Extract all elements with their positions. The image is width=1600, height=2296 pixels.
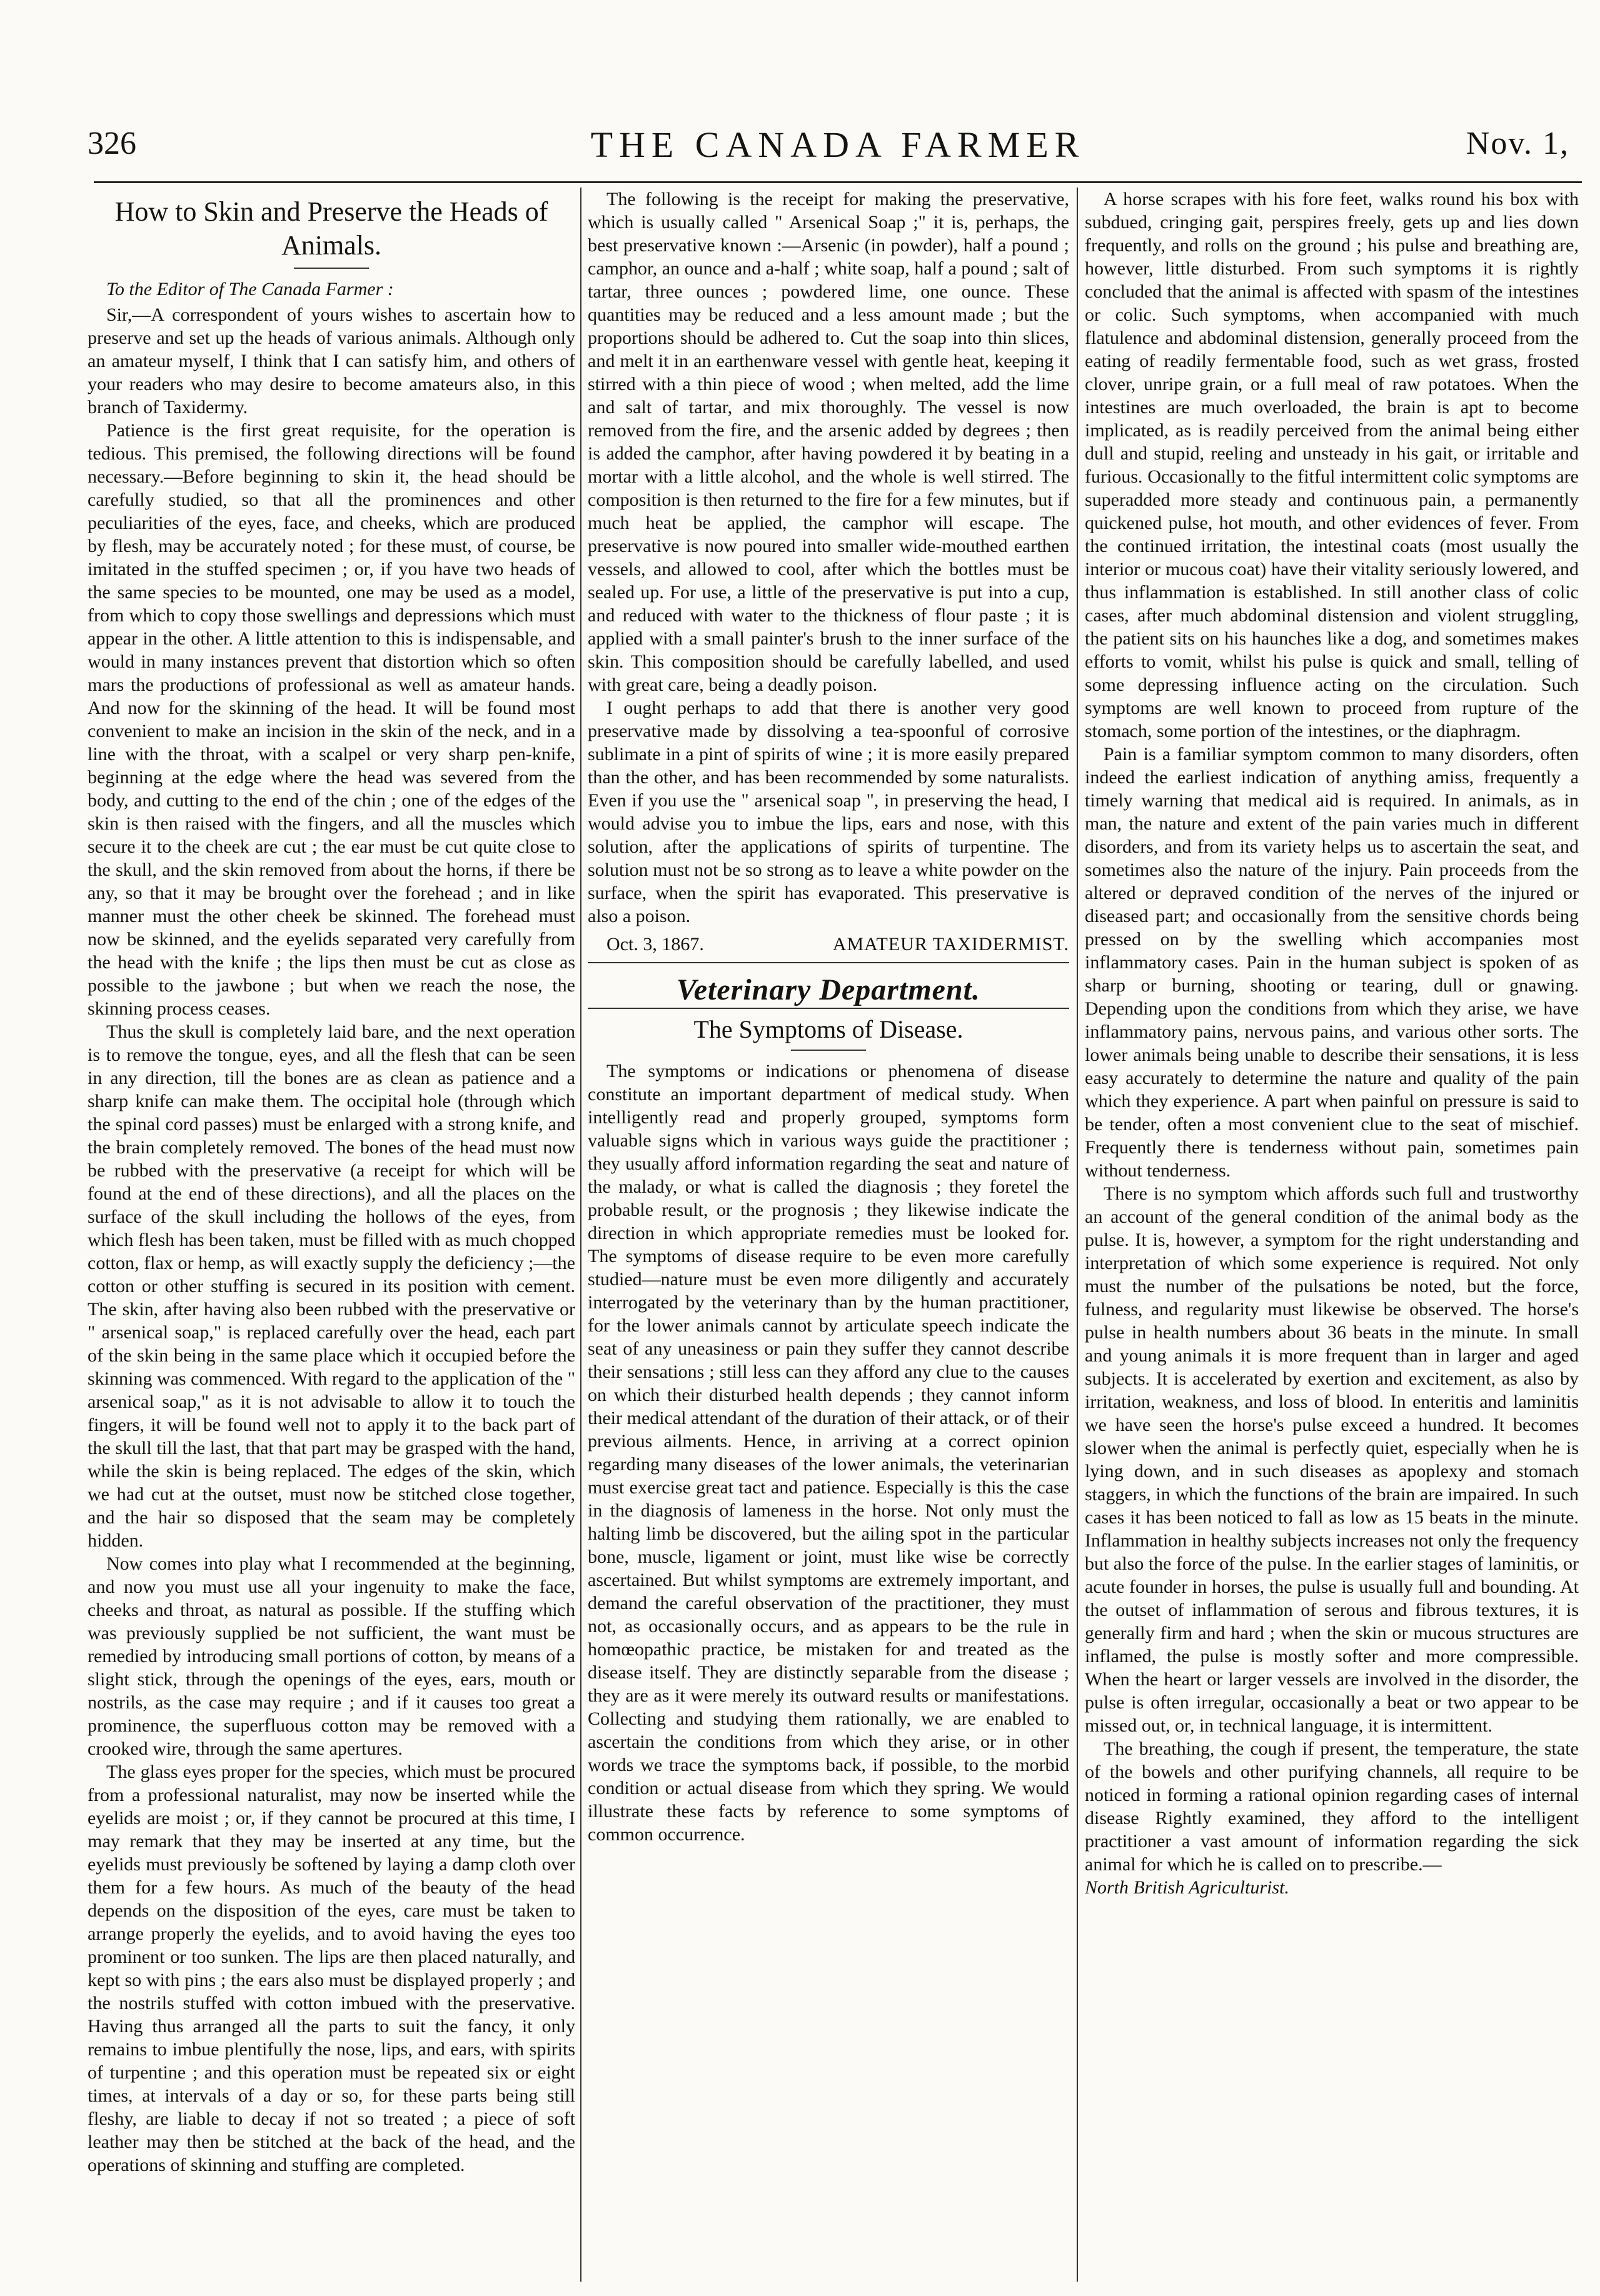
journal-title: THE CANADA FARMER [590, 124, 1085, 165]
article-title: How to Skin and Preserve the Heads of Animals. [114, 196, 548, 261]
paragraph: Pain is a familiar symptom common to many disorders, often indeed the earliest indication of anything amiss, frequently a timely warning that medical aid is required. In animals, as in man, the nature and extent of the pain varies much in different disorders, and from its variety helps us to ascertain the seat, and sometimes also the nature of the injury. Pain proceeds from the altered or depraved condition of the nerves of the injured or diseased part; and occasionally from the sensitive chords being pressed on by the swelling which accompanies most inflammatory cases. Pain in the human subject is spoken of as sharp or burning, shooting or tearing, dull or gnawing. Depending upon the conditions from which they arise, we have inflammatory pains, nervous pains, and various other sorts. The lower animals being unable to describe their sensations, it is less easy accurately to determine the nature and quality of the pain which they experience. A part when painful on pressure is said to be tender, often a most convenient clue to the seat of mischief. Frequently there is tenderness without pain, sometimes pain without tenderness. [1085, 744, 1579, 1181]
page-header [88, 119, 1588, 175]
section-title: Veterinary Department. [677, 973, 980, 1006]
paragraph: Thus the skull is completely laid bare, and the next operation is to remove the tongue, eyes, and all the flesh that can be seen in any direction, till the bones are as clean as patience and a sharp knife can make them. The occipital hole (through which the spinal cord passes) must be enlarged with a strong knife, and the brain completely removed. The bones of the head must now be rubbed with the preservative (a receipt for which will be found at the end of these directions), and all the places on the surface of the skull including the hollows of the eyes, from which flesh has been taken, must be filled with as much chopped cotton, flax or hemp, as will exactly supply the deficiency ;—the cotton or other stuffing is secured in its position with cement. The skin, after having also been rubbed with the preservative or " arsenical soap," is replaced carefully over the head, each part of the skin being in the same place which it occupied before the skinning was commenced. With regard to the application of the " arsenical soap," as it is not advisable to allow it to touch the fingers, it will be found well not to apply it to the back part of the skull till the last, that that part may be grasped with the hand, while the skin is being replaced. The edges of the skin, which we had cut at the outset, must now be stitched close together, and the hair so disposed that the seam may be completely hidden. [88, 1021, 575, 1551]
paragraph: I ought perhaps to add that there is another very good preservative made by dissolving a tea-spoonful of corrosive sublimate in a pint of spirits of wine ; it is more easily prepared than the other, and has been recommended by some naturalists. Even if you use the " arsenical soap ", in preserving the head, I would advise you to imbue the lips, ears and nose, with this solution, after the applications of spirits of turpentine. The solution must not be so strong as to leave a white powder on the surface, when the spirit has evaporated. This preservative is also a poison. [588, 698, 1069, 926]
credit: North British Agriculturist. [1085, 1877, 1289, 1898]
paragraph: The glass eyes proper for the species, which must be procured from a professional naturalist, may now be inserted while the eyelids are moist ; or, if they cannot be procured at this time, I may remark that they may be inserted at any time, but the eyelids must previously be softened by laying a damp cloth over them for a few hours. As much of the beauty of the head depends on the disposition of the eyes, care must be taken to arrange properly the eyelids, and to avoid having the eyes too prominent or too sunken. The lips are then placed naturally, and kept so with pins ; the ears also must be displayed properly ; and the nostrils stuffed with cotton imbued with the preservative. Having thus arranged all the parts to suit the fancy, it only remains to imbue plentifully the nose, lips, and ears, with spirits of turpentine ; and this operation must be repeated six or eight times, at intervals of a day or so, for these parts being still fleshy, are liable to decay if not so treated ; a piece of soft leather may then be stitched at the back of the head, and the operations of skinning and stuffing are completed. [88, 1762, 575, 2175]
section-rule [588, 962, 1069, 963]
article-title: The Symptoms of Disease. [693, 1015, 964, 1043]
column-2 [588, 188, 1069, 2282]
page-number: 326 [88, 126, 136, 161]
paragraph: A horse scrapes with his fore feet, walks round his box with subdued, cringing gait, perspires freely, gets up and lies down frequently, and rolls on the ground ; his pulse and breathing are, however, little disturbed. From such symptoms it is rightly concluded that the animal is affected with spasm of the intestines or colic. Such symptoms, when accompanied with much flatulence and abdominal distension, generally proceed from the eating of readily fermentable food, such as wet grass, frosted clover, unripe grain, or a full meal of raw potatoes. When the intestines are much overloaded, the brain is apt to become implicated, as is readily perceived from the animal being either dull and stupid, reeling and unsteady in his gait, or irritable and furious. Occasionally to the fitful intermittent colic symptoms are superadded more steady and continuous pain, a permanently quickened pulse, hot mouth, and other evidences of fever. From the continued irritation, the intestinal coats (most usually the interior or mucous coat) have their vitality seriously lowered, and thus inflammation is established. In still another class of colic cases, after much abdominal distension and violent struggling, the patient sits on his haunches like a dog, and sometimes makes efforts to vomit, whilst his pulse is quick and small, telling of some depressing influence acting on the circulation. Such symptoms are well known to proceed from rupture of the stomach, some portion of the intestines, or the diaphragm. [1085, 189, 1579, 741]
column-divider [1077, 188, 1078, 2282]
column-3 [1085, 188, 1579, 2282]
title-rule [294, 268, 369, 269]
header-rule [94, 181, 1582, 183]
column-divider [580, 188, 581, 2282]
section-rule [588, 1008, 1069, 1009]
issue-date: Nov. 1, [1466, 126, 1569, 161]
column-1 [88, 188, 575, 2282]
dateline: Oct. 3, 1867. [606, 934, 704, 955]
paragraph: Sir,—A correspondent of yours wishes to ascertain how to preserve and set up the heads of various animals. Although only an amateur myself, I think that I can satisfy him, and others of your readers who may desire to become amateurs also, in this branch of Taxidermy. [88, 304, 575, 418]
paragraph: Patience is the first great requisite, for the operation is tedious. This premised, the following directions will be found necessary.—Before beginning to skin it, the head should be carefully studied, so that all the prominences and other peculiarities of the eyes, face, and cheeks, which are produced by flesh, may be accurately noted ; for these must, of course, be imitated in the stuffed specimen ; or, if you have two heads of the same species to be mounted, one may be used as a model, from which to copy those swellings and depressions which must appear in the other. A little attention to this is indispensable, and would in many instances prevent that distortion which so often mars the productions of professional as well as amateur hands. And now for the skinning of the head. It will be found most convenient to make an incision in the skin of the neck, and in a line with the throat, with a scalpel or very sharp pen-knife, beginning at the edge where the head was severed from the body, and cutting to the end of the chin ; one of the edges of the skin is then raised with the fingers, and all the muscles which secure it to the cheek are cut ; the ear must be cut quite close to the skull, and the skin removed from about the horns, if there be any, so that it may be brought over the forehead ; and in like manner must the other cheek be skinned. The forehead must now be skinned, and the eyelids separated very carefully from the head with the knife ; the lips then must be cut as close as possible to the jawbone ; but when we reach the nose, the skinning process ceases. [88, 420, 575, 1019]
signature: AMATEUR TAXIDERMIST. [832, 934, 1069, 955]
paragraph: The breathing, the cough if present, the temperature, the state of the bowels and other purifying channels, all require to be noticed in forming a rational opinion regarding cases of internal disease Rightly examined, they afford to the intelligent practitioner a vast amount of information regarding the sick animal for which he is called on to prescribe.— [1085, 1738, 1579, 1875]
salutation: To the Editor of The Canada Farmer : [106, 279, 394, 299]
title-rule [791, 1050, 866, 1051]
paragraph: The symptoms or indications or phenomena of disease constitute an important department of medical study. When intelligently read and properly grouped, symptoms form valuable signs which in various ways guide the practitioner ; they usually afford information regarding the seat and nature of the malady, or what is called the diagnosis ; they foretel the probable result, or the prognosis ; they likewise indicate the direction in which appropriate remedies must be looked for. The symptoms of disease require to be even more carefully studied—nature must be even more diligently and accurately interrogated by the veterinary than by the human practitioner, for the lower animals cannot by articulate speech indicate the seat of any uneasiness or pain they suffer they cannot describe their sensations ; still less can they afford any clue to the causes on which their disturbed health depends ; they cannot inform their medical attendant of the duration of their attack, or of their previous ailments. Hence, in arriving at a correct opinion regarding many diseases of the lower animals, the veterinarian must exercise great tact and patience. Especially is this the case in the diagnosis of lameness in the horse. Not only must the halting limb be discovered, but the ailing spot in the particular bone, muscle, ligament or joint, must like wise be correctly ascertained. But whilst symptoms are extremely important, and demand the careful observation of the practitioner, they must not, as occasionally occurs, and as appears to be the rule in homœopathic practice, be mistaken for and treated as the disease itself. They are distinctly separable from the disease ; they are as it were merely its outward results or manifestations. Collecting and studying them rationally, we are enabled to ascertain the conditions from which they arise, or in other words we trace the symptoms back, if possible, to the morbid condition or actual disease from which they spring. We would illustrate these facts by reference to some symptoms of common occurrence. [588, 1061, 1069, 1845]
paragraph: The following is the receipt for making the preservative, which is usually called " Arsenical Soap ;" it is, perhaps, the best preservative known :—Arsenic (in powder), half a pound ; camphor, an ounce and a-half ; white soap, half a pound ; salt of tartar, three ounces ; powdered lime, one ounce. These quantities may be reduced and a less amount made ; but the proportions should be adhered to. Cut the soap into thin slices, and melt it in an earthenware vessel with gentle heat, keeping it stirred with a thin piece of wood ; when melted, add the lime and salt of tartar, and mix thoroughly. The vessel is now removed from the fire, and the arsenic added by degrees ; then is added the camphor, after having powdered it by beating in a mortar with a little alcohol, and the whole is well stirred. The composition is then returned to the fire for a few minutes, but if much heat be applied, the camphor will escape. The preservative is now poured into smaller wide-mouthed earthen vessels, and allowed to cool, after which the bottles must be sealed up. For use, a little of the preservative is put into a cup, and reduced with water to the thickness of flour paste ; it is applied with a small painter's brush to the inner surface of the skin. This composition should be carefully labelled, and used with great care, being a deadly poison. [588, 189, 1069, 695]
paragraph: There is no symptom which affords such full and trustworthy an account of the general condition of the animal body as the pulse. It is, however, a symptom for the right understanding and interpretation of which some experience is required. Not only must the number of the pulsations be noted, but the force, fulness, and regularity must likewise be observed. The horse's pulse in health numbers about 36 beats in the minute. In small and young animals it is more frequent than in larger and aged subjects. It is accelerated by exertion and excitement, as also by irritation, weakness, and loss of blood. In enteritis and laminitis we have seen the horse's pulse exceed a hundred. It becomes slower when the animal is perfectly quiet, especially when he is lying down, and in such diseases as apoplexy and stomach staggers, in which the functions of the brain are impaired. In such cases it has been noticed to fall as low as 15 beats in the minute. Inflammation in healthy subjects increases not only the frequency but also the force of the pulse. In the earlier stages of laminitis, or acute founder in horses, the pulse is usually full and bounding. At the outset of inflammation of serous and fibrous textures, it is generally firm and hard ; when the skin or mucous structures are inflamed, the pulse is mostly softer and more compressible. When the heart or larger vessels are involved in the disorder, the pulse is often irregular, occasionally a beat or two appear to be missed out, or, in technical language, it is intermittent. [1085, 1183, 1579, 1736]
paragraph: Now comes into play what I recommended at the beginning, and now you must use all your ingenuity to make the face, cheeks and throat, as natural as possible. If the stuffing which was previously supplied be not sufficient, the want must be remedied by introducing small portions of cotton, by means of a slight stick, through the openings of the eyes, ears, mouth or nostrils, as the case may require ; and if it causes too great a prominence, the superfluous cotton may be removed with a crooked wire, through the same apertures. [88, 1553, 575, 1759]
